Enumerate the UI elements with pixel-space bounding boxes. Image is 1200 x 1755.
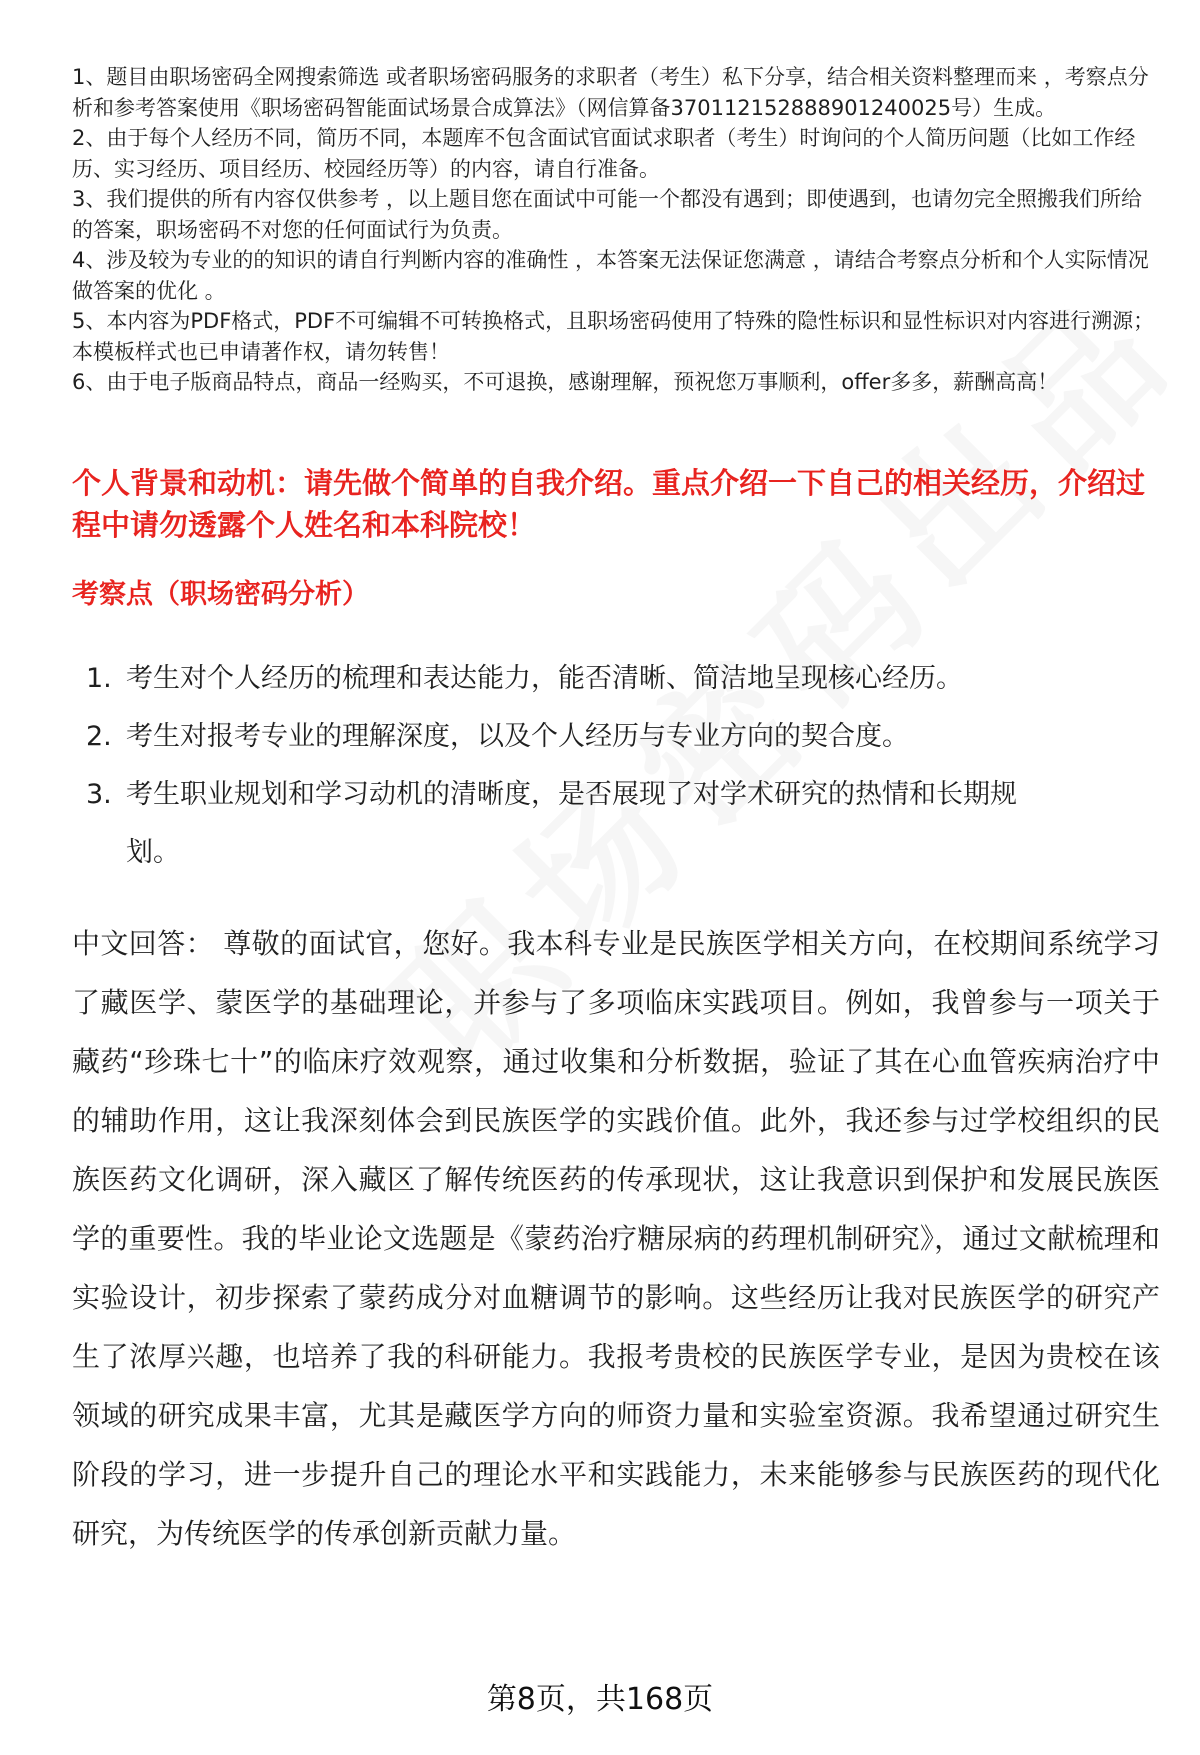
analysis-point [72, 708, 1152, 766]
analysis-point [72, 650, 1152, 708]
disclaimer-list [72, 62, 1162, 398]
analysis-title: 考察点（职场密码分析） [72, 579, 369, 610]
disclaimer-item: 5、本内容为PDF格式，PDF不可编辑不可转换格式，且职场密码使用了特殊的隐性标识和显性标识对内容进行溯源；本模板样式也已申请著作权，请勿转售！ [72, 309, 1155, 364]
point-text: 考生对报考专业的理解深度，以及个人经历与专业方向的契合度。 [126, 721, 909, 752]
disclaimer-item: 4、涉及较为专业的的知识的请自行判断内容的准确性 ，本答案无法保证您满意 ，请结合考察点分析和个人实际情况做答案的优化 。 [72, 248, 1149, 303]
question-heading: 个人背景和动机：请先做个简单的自我介绍。重点介绍一下自己的相关经历，介绍过程中请勿透露个人姓名和本科院校！ [72, 466, 1146, 542]
answer-paragraph: 中文回答： 尊敬的面试官，您好。我本科专业是民族医学相关方向，在校期间系统学习了藏医学、蒙医学的基础理论，并参与了多项临床实践项目。例如，我曾参与一项关于藏药“珍珠七十”的临床疗效观察，通过收集和分析数据，验证了其在心血管疾病治疗中的辅助作用，这让我深刻体会到民族医学的实践价值。此外，我还参与过学校组织的民族医药文化调研，深入藏区了解传统医药的传承现状，这让我意识到保护和发展民族医学的重要性。我的毕业论文选题是《蒙药治疗糖尿病的药理机制研究》，通过文献梳理和实验设计，初步探索了蒙药成分对血糖调节的影响。这些经历让我对民族医学的研究产生了浓厚兴趣，也培养了我的科研能力。我报考贵校的民族医学专业，是因为贵校在该领域的研究成果丰富，尤其是藏医学方向的师资力量和实验室资源。我希望通过研究生阶段的学习，进一步提升自己的理论水平和实践能力，未来能够参与民族医药的现代化研究，为传统医学的传承创新贡献力量。 [72, 927, 1160, 1550]
point-number: 1. [86, 663, 112, 694]
point-number: 2. [86, 721, 112, 752]
disclaimer-item: 1、题目由职场密码全网搜索筛选 或者职场密码服务的求职者（考生）私下分享，结合相关资料整理而来 ，考察点分析和参考答案使用《职场密码智能面试场景合成算法》（网信算备370112152888901240025号）生成。 [72, 65, 1149, 120]
point-text: 考生职业规划和学习动机的清晰度，是否展现了对学术研究的热情和长期规划。 [126, 779, 1017, 868]
disclaimer-item: 6、由于电子版商品特点，商品一经购买，不可退换，感谢理解，预祝您万事顺利，offer多多，薪酬高高！ [72, 370, 1059, 394]
point-text: 考生对个人经历的梳理和表达能力，能否清晰、简洁地呈现核心经历。 [126, 663, 963, 694]
point-number: 3. [86, 779, 112, 810]
disclaimer-item: 2、由于每个人经历不同，简历不同，本题库不包含面试官面试求职者（考生）时询问的个人简历问题（比如工作经历、实习经历、项目经历、校园经历等）的内容，请自行准备。 [72, 126, 1136, 181]
disclaimer-item: 3、我们提供的所有内容仅供参考 ，以上题目您在面试中可能一个都没有遇到；即使遇到，也请勿完全照搬我们所给的答案，职场密码不对您的任何面试行为负责。 [72, 187, 1143, 242]
analysis-points [72, 650, 1152, 882]
analysis-point [72, 766, 1152, 882]
page-number: 第8页，共168页 [486, 1682, 714, 1717]
